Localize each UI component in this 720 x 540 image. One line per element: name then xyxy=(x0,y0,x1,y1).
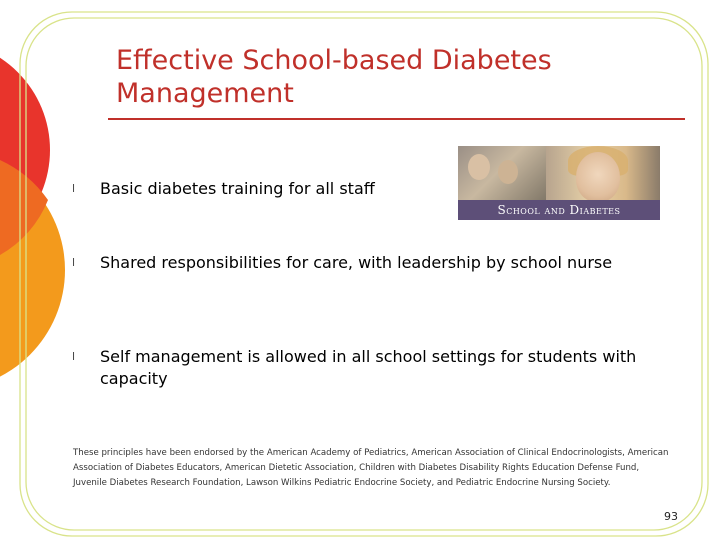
logo-child-figure xyxy=(498,160,518,184)
endorsement-footnote: These principles have been endorsed by the American Academy of Pediatrics, American Association of Clinical Endocrinologists, American Association of Diabetes Educators, American Dietetic Association, Children with Diabetes Disability Rights Education Defense Fund, Juvenile Diabetes Research Foundation, Lawson Wilkins Pediatric Endocrine Society, and Pediatric Endocrine Nursing Society. xyxy=(73,448,669,488)
logo-caption: School and Diabetes xyxy=(497,203,621,217)
school-and-diabetes-logo xyxy=(458,146,660,220)
bullet-marker: l xyxy=(72,256,76,269)
bullet-text: Basic diabetes training for all staff xyxy=(100,179,375,198)
slide-title: Effective School-based Diabetes Management xyxy=(116,45,552,109)
logo-child-figure xyxy=(468,154,490,180)
bullet-marker: l xyxy=(72,182,76,195)
bullet-marker: l xyxy=(72,350,76,363)
logo-girl-face xyxy=(576,152,620,202)
page-number: 93 xyxy=(664,510,678,523)
bullet-text: Self management is allowed in all school settings for students with capacity xyxy=(100,347,637,388)
bullet-text: Shared responsibilities for care, with leadership by school nurse xyxy=(100,253,613,272)
title-underline xyxy=(108,118,685,120)
